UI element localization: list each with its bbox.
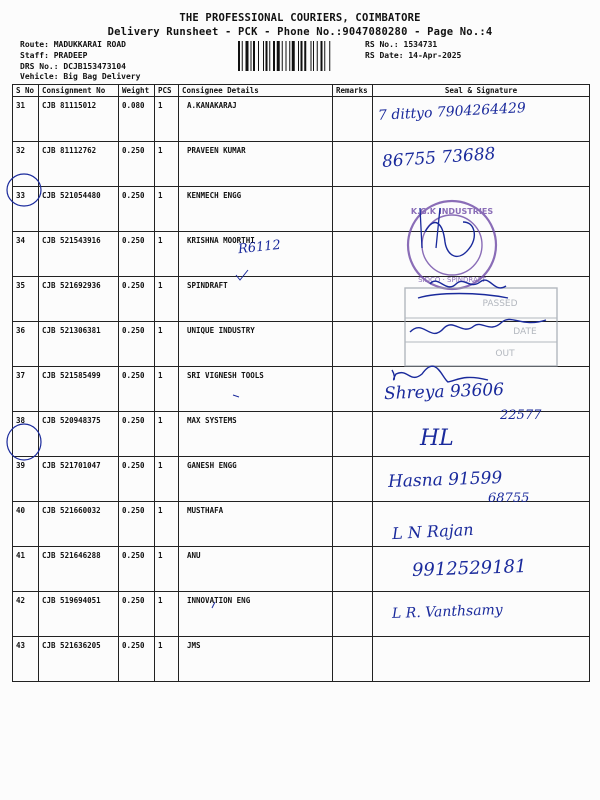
cell-consignee: MAX SYSTEMS <box>179 412 333 457</box>
handwritten-sig-40a: Hasna 91599 <box>387 468 503 492</box>
cell-sno: 31 <box>13 97 39 142</box>
col-consignment: Consignment No <box>39 85 119 97</box>
cell-consignment: CJB 521701047 <box>39 457 119 502</box>
seal-text: K.G.K INDUSTRIES <box>410 207 494 216</box>
col-weight: Weight <box>119 85 155 97</box>
cell-weight: 0.250 <box>119 547 155 592</box>
cell-consignee: PRAVEEN KUMAR <box>179 142 333 187</box>
cell-consignee: KENMECH ENGG <box>179 187 333 232</box>
barcode-bar <box>246 41 249 71</box>
cell-pcs: 1 <box>155 187 179 232</box>
table-row <box>13 277 590 322</box>
cell-sno: 33 <box>13 187 39 232</box>
cell-consignment: CJB 521543916 <box>39 232 119 277</box>
cell-remarks <box>333 412 373 457</box>
cell-weight: 0.250 <box>119 502 155 547</box>
cell-weight: 0.250 <box>119 457 155 502</box>
stamp-passed: PASSED <box>482 299 518 309</box>
barcode-bar <box>324 41 325 71</box>
barcode-bar <box>273 41 275 71</box>
stamp-out: OUT <box>495 349 515 359</box>
cell-consignment: CJB 520948375 <box>39 412 119 457</box>
drs-label: DRS No.: DCJB153473104 <box>20 62 126 71</box>
cell-consignee: GANESH ENGG <box>179 457 333 502</box>
barcode-bar <box>263 41 264 71</box>
cell-weight: 0.080 <box>119 97 155 142</box>
barcode-bar <box>282 41 283 71</box>
cell-remarks <box>333 592 373 637</box>
cell-remarks <box>333 547 373 592</box>
cell-sno: 41 <box>13 547 39 592</box>
cell-pcs: 1 <box>155 277 179 322</box>
cell-consignment: CJB 521585499 <box>39 367 119 412</box>
cell-remarks <box>333 502 373 547</box>
table-row <box>13 142 590 187</box>
barcode-bar <box>269 41 270 71</box>
barcode <box>238 41 358 71</box>
barcode-bar <box>253 41 255 71</box>
barcode-bar <box>321 41 323 71</box>
cell-consignment: CJB 521692936 <box>39 277 119 322</box>
cell-sno: 39 <box>13 457 39 502</box>
handwritten-sig-40b: 68755 <box>488 491 530 506</box>
col-pcs: PCS <box>155 85 179 97</box>
barcode-bar <box>251 41 252 71</box>
cell-consignee: INNOVATION ENG <box>179 592 333 637</box>
cell-remarks <box>333 637 373 682</box>
barcode-bar <box>277 41 280 71</box>
table-header-row <box>13 85 590 97</box>
cell-seal-signature <box>373 277 590 322</box>
cell-remarks <box>333 187 373 232</box>
cell-pcs: 1 <box>155 637 179 682</box>
col-remarks: Remarks <box>333 85 373 97</box>
rs-date: RS Date: 14-Apr-2025 <box>365 51 462 60</box>
cell-weight: 0.250 <box>119 232 155 277</box>
cell-remarks <box>333 277 373 322</box>
rs-number: RS No.: 1534731 <box>365 40 438 49</box>
cell-consignee: ANU <box>179 547 333 592</box>
handwritten-sig-41: L N Rajan <box>391 519 475 544</box>
handwritten-sig-42: 9912529181 <box>411 556 527 581</box>
cell-consignment: CJB 81112762 <box>39 142 119 187</box>
cell-sno: 43 <box>13 637 39 682</box>
cell-sno: 36 <box>13 322 39 367</box>
cell-pcs: 1 <box>155 322 179 367</box>
cell-seal-signature <box>373 322 590 367</box>
cell-remarks <box>333 97 373 142</box>
table-row <box>13 232 590 277</box>
cell-consignment: CJB 521646288 <box>39 547 119 592</box>
cell-consignment: CJB 521054480 <box>39 187 119 232</box>
seal-side-text: SIDCO · SPINDRAFT <box>418 276 486 284</box>
cell-weight: 0.250 <box>119 637 155 682</box>
table-row <box>13 187 590 232</box>
cell-remarks <box>333 367 373 412</box>
barcode-bar <box>301 41 303 71</box>
cell-pcs: 1 <box>155 412 179 457</box>
barcode-bar <box>286 41 287 71</box>
cell-remarks <box>333 232 373 277</box>
cell-weight: 0.250 <box>119 277 155 322</box>
cell-seal-signature <box>373 232 590 277</box>
cell-pcs: 1 <box>155 142 179 187</box>
cell-weight: 0.250 <box>119 142 155 187</box>
table-row <box>13 322 590 367</box>
barcode-bar <box>304 41 306 71</box>
cell-sno: 38 <box>13 412 39 457</box>
col-consignee: Consignee Details <box>179 85 333 97</box>
cell-consignment: CJB 81115012 <box>39 97 119 142</box>
cell-consignee: SRI VIGNESH TOOLS <box>179 367 333 412</box>
cell-consignee: A.KANAKARAJ <box>179 97 333 142</box>
cell-sno: 42 <box>13 592 39 637</box>
handwritten-sig-32: 86755 73688 <box>381 144 497 172</box>
barcode-bar <box>317 41 318 71</box>
cell-sno: 40 <box>13 502 39 547</box>
cell-weight: 0.250 <box>119 322 155 367</box>
cell-weight: 0.250 <box>119 187 155 232</box>
barcode-bar <box>298 41 299 71</box>
cell-weight: 0.250 <box>119 367 155 412</box>
cell-consignment: CJB 519694051 <box>39 592 119 637</box>
barcode-bar <box>238 41 240 71</box>
cell-consignee: MUSTHAFA <box>179 502 333 547</box>
col-sno: S No <box>13 85 39 97</box>
handwritten-sig-38b: 22577 <box>500 408 542 423</box>
cell-remarks <box>333 142 373 187</box>
barcode-bar <box>242 41 243 71</box>
handwritten-sig-31: 7 dittyo 7904264429 <box>377 100 527 124</box>
cell-pcs: 1 <box>155 232 179 277</box>
cell-remarks <box>333 322 373 367</box>
cell-consignment: CJB 521306381 <box>39 322 119 367</box>
barcode-bar <box>258 41 259 71</box>
cell-pcs: 1 <box>155 457 179 502</box>
route-label: Route: MADUKKARAI ROAD <box>20 40 126 49</box>
handwritten-sig-39: HL <box>420 426 454 451</box>
barcode-bar <box>313 41 314 71</box>
cell-sno: 35 <box>13 277 39 322</box>
barcode-bar <box>292 41 295 71</box>
cell-seal-signature <box>373 187 590 232</box>
cell-sno: 34 <box>13 232 39 277</box>
cell-weight: 0.250 <box>119 592 155 637</box>
vehicle-label: Vehicle: Big Bag Delivery <box>20 72 141 81</box>
staff-label: Staff: PRADEEP <box>20 51 88 60</box>
barcode-bar <box>311 41 312 71</box>
col-seal: Seal & Signature <box>373 85 590 97</box>
handwritten-note-34: R6112 <box>237 237 282 258</box>
cell-pcs: 1 <box>155 502 179 547</box>
cell-pcs: 1 <box>155 367 179 412</box>
cell-consignee: UNIQUE INDUSTRY <box>179 322 333 367</box>
barcode-bar <box>289 41 290 71</box>
cell-pcs: 1 <box>155 592 179 637</box>
cell-consignment: CJB 521660032 <box>39 502 119 547</box>
cell-remarks <box>333 457 373 502</box>
barcode-bar <box>329 41 330 71</box>
cell-consignee: SPINDRAFT <box>179 277 333 322</box>
cell-sno: 32 <box>13 142 39 187</box>
handwritten-sig-38a: Shreya 93606 <box>383 379 505 405</box>
barcode-bar <box>266 41 268 71</box>
table-row <box>13 637 590 682</box>
stamp-date: DATE <box>513 327 537 337</box>
company-title: THE PROFESSIONAL COURIERS, COIMBATORE <box>179 12 421 24</box>
cell-pcs: 1 <box>155 97 179 142</box>
cell-sno: 37 <box>13 367 39 412</box>
table-row <box>13 502 590 547</box>
handwritten-sig-43: L R. Vanthsamy <box>391 602 503 622</box>
cell-consignee: JMS <box>179 637 333 682</box>
cell-seal-signature <box>373 637 590 682</box>
cell-pcs: 1 <box>155 547 179 592</box>
cell-consignee: KRISHNA MOORTHI <box>179 232 333 277</box>
cell-consignment: CJB 521636205 <box>39 637 119 682</box>
cell-weight: 0.250 <box>119 412 155 457</box>
cell-seal-signature <box>373 412 590 457</box>
runsheet-title: Delivery Runsheet - PCK - Phone No.:9047080280 - Page No.:4 <box>107 26 493 38</box>
